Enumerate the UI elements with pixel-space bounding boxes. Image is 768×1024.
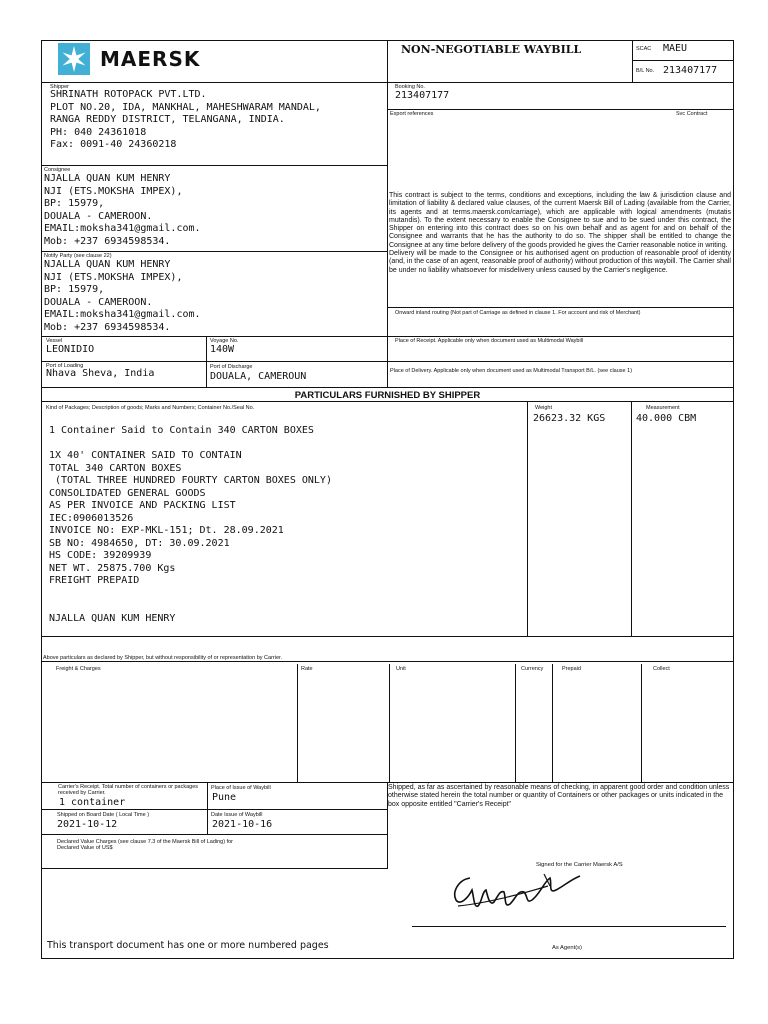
- prepaid-label: Prepaid: [562, 666, 581, 672]
- booking-label: Booking No.: [395, 84, 425, 90]
- bl-label: B/L No.: [636, 68, 655, 74]
- frame: [733, 661, 734, 959]
- consignee-label: Consignee: [44, 167, 71, 173]
- divider: [207, 782, 208, 834]
- measurement-label: Measurement: [646, 405, 680, 411]
- carriers-receipt-label-text: Carrier's Receipt. Total number of containers or packages received by Carrier.: [58, 784, 199, 796]
- frame: [733, 401, 734, 661]
- pol-value: Nhava Sheva, India: [46, 368, 155, 379]
- cargo-line: 1X 40' CONTAINER SAID TO CONTAIN: [49, 450, 242, 461]
- cargo-line: [49, 600, 332, 613]
- cargo-line: IEC:0906013526: [49, 512, 134, 524]
- carriers-receipt-label: [58, 784, 203, 796]
- particulars-title: PARTICULARS FURNISHED BY SHIPPER: [294, 390, 481, 401]
- maersk-logo: [58, 43, 201, 75]
- consignee-line: NJALLA QUAN KUM HENRY: [44, 173, 171, 184]
- divider: [41, 82, 734, 83]
- date-issue-value: 2021-10-16: [212, 819, 273, 830]
- cargo-line: HS CODE: 39209939: [49, 550, 152, 561]
- shipper-line: SHRINATH ROTOPACK PVT.LTD.: [50, 89, 207, 100]
- date-issue-label: Date Issue of Waybill: [211, 812, 263, 818]
- shipper-line: RANGA REDDY DISTRICT, TELANGANA, INDIA.: [50, 114, 285, 125]
- cargo-line: [49, 438, 332, 451]
- divider: [631, 401, 632, 637]
- cargo-line: INVOICE NO: EXP-MKL-151; Dt. 28.09.2021: [49, 525, 284, 536]
- maersk-star-icon: [58, 43, 90, 75]
- kind-of-packages-label: Kind of Packages; Description of goods; Marks and Numbers; Container No./Seal No.: [46, 405, 255, 411]
- scac-label: SCAC: [636, 46, 652, 52]
- notify-line: EMAIL:moksha341@gmail.com.: [44, 309, 201, 320]
- divider: [632, 60, 734, 61]
- weight-label: Weight: [535, 405, 553, 411]
- divider: [41, 336, 734, 337]
- pod-label: Port of Discharge: [210, 364, 253, 370]
- declared-value-label-text: Declared Value Charges (see clause 7.3 of the Maersk Bill of Lading) for Declared Value of US$: [57, 839, 233, 851]
- divider: [206, 336, 207, 388]
- pod-value: DOUALA, CAMEROUN: [210, 371, 307, 382]
- cargo-line: NET WT. 25875.700 Kgs: [49, 562, 176, 574]
- divider: [41, 868, 388, 869]
- voyage-value: 140W: [210, 344, 235, 355]
- divider: [641, 664, 642, 782]
- place-receipt-label: Place of Receipt. Applicable only when document used as Multimodal Waybill: [395, 338, 584, 344]
- divider: [41, 251, 388, 252]
- particulars-footnote: Above particulars as declared by Shipper, but without responsibility of or representation by Carrier.: [43, 655, 283, 661]
- vessel-value: LEONIDIO: [46, 344, 95, 355]
- export-refs-label: Export references: [390, 111, 434, 117]
- cargo-line: (TOTAL THREE HUNDRED FOURTY CARTON BOXES ONLY): [49, 475, 332, 486]
- frame: [41, 661, 42, 959]
- measurement-value: 40.000 CBM: [636, 413, 697, 424]
- divider: [552, 664, 553, 782]
- divider: [41, 361, 734, 362]
- divider: [389, 664, 390, 782]
- consignee-line: BP: 15979,: [44, 198, 105, 209]
- consignee-line: Mob: +237 6934598534.: [44, 235, 171, 247]
- notify-block: [44, 259, 201, 334]
- signed-for-carrier-label: Signed for the Carrier Maersk A/S: [536, 862, 623, 868]
- consignee-line: NJI (ETS.MOKSHA IMPEX),: [44, 185, 183, 197]
- frame-right: [733, 40, 734, 401]
- svc-contract-label: Svc Contract: [676, 111, 708, 117]
- shipper-line: PH: 040 24361018: [50, 126, 147, 138]
- shipper-block: [50, 89, 321, 152]
- doc-title: NON-NEGOTIABLE WAYBILL: [401, 43, 582, 56]
- notify-line: DOUALA - CAMEROON.: [44, 296, 153, 308]
- cargo-line: CONSOLIDATED GENERAL GOODS: [49, 487, 206, 499]
- as-agents-label: As Agent(s): [552, 945, 582, 951]
- consignee-block: [44, 173, 201, 248]
- bl-value: 213407177: [663, 65, 718, 76]
- collect-label: Collect: [653, 666, 670, 672]
- divider: [41, 165, 388, 166]
- place-issue-value: Pune: [212, 792, 237, 803]
- unit-label: Unit: [396, 666, 406, 672]
- cargo-line: TOTAL 340 CARTON BOXES: [49, 462, 182, 474]
- terms-paragraph: This contract is subject to the terms, conditions and exceptions, including the law & jurisdiction clause and limitation of liability & declared value clauses, of the current Maersk Bill of Lading (available from the Carrier, its agents and at terms.maersk.com/carriage), which are applicable with logical amendments (mutatis mutandis). To the extent necessary to enable the Consignee to sue and to be sued under this contract, the Shipper on entering into this contract does so on his own behalf and as agent for and on behalf of the Consignee and warrants that he has the authority to do so. The shipper shall be entitled to change the Consignee at any time before delivery of the goods provided he gives the Carrier reasonable notice in writing.: [389, 192, 731, 249]
- divider: [297, 664, 298, 782]
- divider: [632, 40, 633, 82]
- currency-label: Currency: [521, 666, 544, 672]
- numbered-pages-note: This transport document has one or more numbered pages: [47, 940, 329, 951]
- voyage-label: Voyage No.: [210, 338, 239, 344]
- divider: [515, 664, 516, 782]
- cargo-line: [49, 588, 332, 601]
- brand-name: MAERSK: [100, 47, 201, 71]
- contract-terms: [389, 192, 731, 275]
- shipped-on-board-label: Shipped on Board Date ( Local Time ): [57, 812, 150, 818]
- divider: [41, 387, 734, 388]
- terms-paragraph: Delivery will be made to the Consignee or his authorised agent on production of reasonable proof of identity (and, in the case of an agent, reasonable proof of authority) without production of this waybill. The Carrier shall be under no liability whatsoever for misdelivery unless caused by the Carrier's negligence.: [389, 250, 731, 274]
- consignee-line: EMAIL:moksha341@gmail.com.: [44, 223, 201, 234]
- cargo-line: NJALLA QUAN KUM HENRY: [49, 612, 176, 624]
- cargo-line: FREIGHT PREPAID: [49, 575, 140, 586]
- divider: [387, 307, 734, 308]
- consignee-line: DOUALA - CAMEROON.: [44, 210, 153, 222]
- shipped-statement: Shipped, as far as ascertained by reasonable means of checking, in apparent good order and condition unless otherwise stated herein the total number or quantity of Containers or other packages or units indicated in the box opposite entitled "Carrier's Receipt": [388, 784, 730, 808]
- declared-value-label: [57, 839, 237, 851]
- rate-label: Rate: [301, 666, 313, 672]
- divider: [41, 834, 388, 835]
- carrier-signature: [448, 868, 598, 923]
- cargo-description: [49, 425, 332, 625]
- notify-label: Notify Party (see clause 22): [44, 253, 112, 259]
- carriers-receipt-value: 1 container: [59, 797, 126, 808]
- notify-line: NJI (ETS.MOKSHA IMPEX),: [44, 271, 183, 283]
- frame: [41, 958, 734, 959]
- place-issue-label: Place of Issue of Waybill: [211, 785, 271, 791]
- shipper-line: PLOT NO.20, IDA, MANKHAL, MAHESHWARAM MANDAL,: [50, 101, 321, 113]
- signature-line: [412, 926, 726, 927]
- frame: [41, 401, 42, 661]
- pol-label: Port of Loading: [46, 363, 84, 369]
- notify-line: Mob: +237 6934598534.: [44, 321, 171, 333]
- frame-left: [41, 40, 42, 401]
- shipper-label: Shipper: [50, 84, 69, 90]
- shipped-on-board-value: 2021-10-12: [57, 819, 118, 830]
- divider: [527, 401, 528, 637]
- notify-line: BP: 15979,: [44, 284, 105, 295]
- cargo-line: 1 Container Said to Contain 340 CARTON BOXES: [49, 425, 314, 436]
- vessel-label: Vessel: [46, 338, 63, 344]
- divider: [387, 109, 734, 110]
- freight-charges-label: Freight & Charges: [56, 666, 101, 672]
- booking-value: 213407177: [395, 90, 450, 101]
- frame: [41, 661, 734, 662]
- cargo-line: AS PER INVOICE AND PACKING LIST: [49, 500, 236, 511]
- divider: [41, 636, 734, 637]
- notify-line: NJALLA QUAN KUM HENRY: [44, 259, 171, 270]
- cargo-line: SB NO: 4984650, DT: 30.09.2021: [49, 537, 230, 549]
- scac-value: MAEU: [663, 43, 688, 54]
- onward-routing-label: Onward inland routing (Not part of Carriage as defined in clause 1. For account and risk of Merchant): [395, 310, 641, 316]
- shipper-line: Fax: 0091-40 24360218: [50, 139, 177, 150]
- weight-value: 26623.32 KGS: [533, 413, 606, 424]
- place-delivery-label: Place of Delivery. Applicable only when document used as Multimodal Transport B/L. (see clause 1): [390, 368, 633, 374]
